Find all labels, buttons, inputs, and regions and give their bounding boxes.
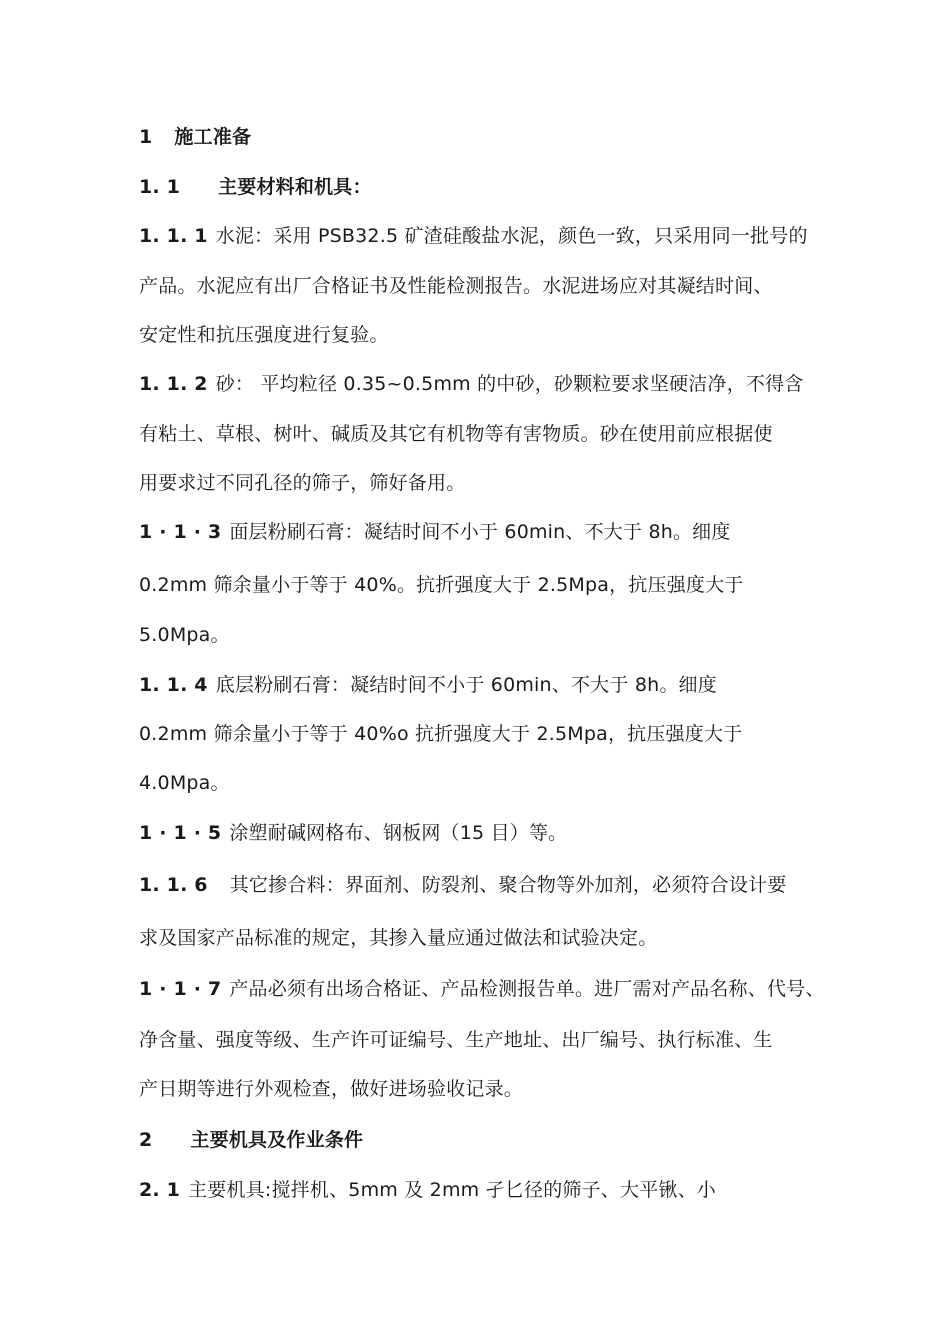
para-1-1-1-text-1: 水泥：采用 PSB32.5 矿渣硅酸盐水泥，颜色一致，只采用同一批号的: [215, 225, 808, 247]
para-2-1-number: 2. 1: [139, 1179, 181, 1201]
para-1-1-2-line-3: 用要求过不同孔径的筛子，筛好备用。: [139, 472, 466, 494]
para-1-1-6-line-1: [139, 873, 787, 897]
para-1-1-3-text-1: 面层粉刷石膏：凝结时间不小于 60min、不大于 8h。细度: [229, 521, 731, 543]
heading-1-text: 施工准备: [174, 126, 252, 148]
para-1-1-3-line-1: [139, 520, 731, 544]
heading-2: [139, 1128, 363, 1152]
para-1-1-4-line-3: 4.0Mpa。: [139, 772, 230, 794]
para-2-1-line-1: [139, 1178, 716, 1202]
para-1-1-4-text-1: 底层粉刷石膏：凝结时间不小于 60min、不大于 8h。细度: [215, 674, 717, 696]
para-1-1-2-text-1: 砂： 平均粒径 0.35~0.5mm 的中砂，砂颗粒要求坚硬洁净，不得含: [215, 373, 804, 395]
para-1-1-3-number: 1 · 1 · 3: [139, 521, 222, 543]
heading-1: [139, 125, 251, 149]
heading-1-1: [139, 175, 372, 199]
para-1-1-5-number: 1 · 1 · 5: [139, 822, 222, 844]
para-1-1-4-line-1: [139, 673, 717, 697]
para-1-1-3-line-3: 5.0Mpa。: [139, 624, 230, 646]
para-1-1-6-number: 1. 1. 6: [139, 874, 208, 896]
para-2-1-text-1: 主要机具:搅拌机、5mm 及 2mm 孑匕径的筛子、大平锹、小: [188, 1179, 717, 1201]
para-1-1-6-line-2: 求及国家产品标准的规定，其掺入量应通过做法和试验决定。: [139, 927, 658, 949]
heading-1-1-text: 主要材料和机具：: [218, 176, 372, 198]
para-1-1-7-line-1: [139, 977, 825, 1001]
heading-1-1-number: 1. 1: [139, 176, 181, 198]
para-1-1-5-line-1: [139, 821, 567, 845]
para-1-1-4-number: 1. 1. 4: [139, 674, 208, 696]
para-1-1-7-text-1: 产品必须有出场合格证、产品检测报告单。进厂需对产品名称、代号、: [229, 978, 825, 1000]
heading-2-text: 主要机具及作业条件: [190, 1129, 364, 1151]
para-1-1-7-number: 1 · 1 · 7: [139, 978, 222, 1000]
para-1-1-2-line-2: 有粘土、草根、树叶、碱质及其它有机物等有害物质。砂在使用前应根据使: [139, 423, 773, 445]
para-1-1-2-number: 1. 1. 2: [139, 373, 208, 395]
para-1-1-1-line-2: 产品。水泥应有出厂合格证书及性能检测报告。水泥进场应对其凝结时间、: [139, 275, 773, 297]
para-1-1-7-line-3: 产日期等进行外观检查，做好进场验收记录。: [139, 1078, 524, 1100]
para-1-1-5-text-1: 涂塑耐碱网格布、钢板网（15 目）等。: [229, 822, 568, 844]
para-1-1-3-line-2: 0.2mm 筛余量小于等于 40%。抗折强度大于 2.5Mpa，抗压强度大于: [139, 574, 744, 596]
para-1-1-4-line-2: 0.2mm 筛余量小于等于 40%o 抗折强度大于 2.5Mpa，抗压强度大于: [139, 723, 743, 745]
para-1-1-1-number: 1. 1. 1: [139, 225, 208, 247]
para-1-1-7-line-2: 净含量、强度等级、生产许可证编号、生产地址、出厂编号、执行标准、生: [139, 1029, 773, 1051]
heading-2-number: 2: [139, 1129, 153, 1151]
para-1-1-1-line-3: 安定性和抗压强度进行复验。: [139, 324, 389, 346]
heading-1-number: 1: [139, 126, 153, 148]
para-1-1-2-line-1: [139, 372, 804, 396]
para-1-1-1-line-1: [139, 224, 808, 248]
para-1-1-6-text-1: 其它掺合料：界面剂、防裂剂、聚合物等外加剂，必须符合设计要: [229, 874, 787, 896]
